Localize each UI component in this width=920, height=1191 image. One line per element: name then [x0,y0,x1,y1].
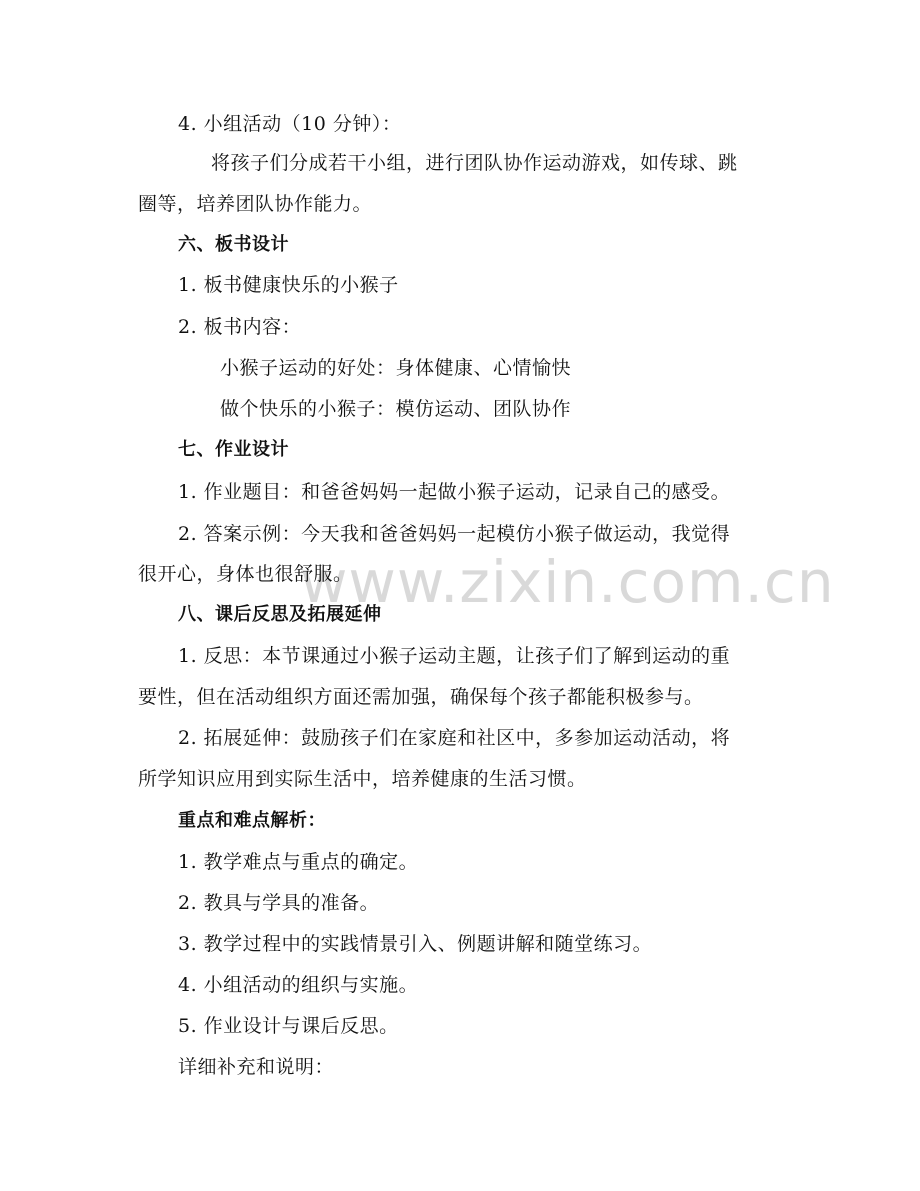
paragraph-line: 圈等，培养团队协作能力。 [138,193,373,215]
watermark: www.zixin.com.cn [300,548,835,616]
list-item: 5. 作业设计与课后反思。 [178,1015,399,1037]
blackboard-content-line: 做个快乐的小猴子：模仿运动、团队协作 [220,398,572,420]
blackboard-content-line: 小猴子运动的好处：身体健康、心情愉快 [220,357,572,379]
list-item: 1. 教学难点与重点的确定。 [178,851,419,873]
list-item: 1. 作业题目：和爸爸妈妈一起做小猴子运动，记录自己的感受。 [178,481,731,503]
section-heading-key-points: 重点和难点解析： [178,810,326,831]
paragraph-line: 将孩子们分成若干小组，进行团队协作运动游戏，如传球、跳 [211,152,738,174]
paragraph-line: 很开心，身体也很舒服。 [138,563,353,585]
list-item: 3. 教学过程中的实践情景引入、例题讲解和随堂练习。 [178,933,653,955]
list-item: 1. 反思：本节课通过小猴子运动主题，让孩子们了解到运动的重 [178,645,731,667]
paragraph-line: 详细补充和说明： [178,1056,335,1078]
list-item: 1. 板书健康快乐的小猴子 [178,274,399,296]
list-item: 4. 小组活动的组织与实施。 [178,974,419,996]
list-item: 2. 答案示例：今天我和爸爸妈妈一起模仿小猴子做运动，我觉得 [178,523,731,545]
section-heading-homework: 七、作业设计 [178,439,289,460]
section-heading-blackboard: 六、板书设计 [178,234,289,255]
list-item: 2. 拓展延伸：鼓励孩子们在家庭和社区中，多参加运动活动，将 [178,727,731,749]
section-heading-reflection: 八、课后反思及拓展延伸 [178,604,382,625]
list-item-group-activity: 4. 小组活动（10 分钟）： [178,113,402,135]
paragraph-line: 要性，但在活动组织方面还需加强，确保每个孩子都能积极参与。 [138,686,704,708]
list-item: 2. 教具与学具的准备。 [178,892,380,914]
paragraph-line: 所学知识应用到实际生活中，培养健康的生活习惯。 [138,768,587,790]
list-item: 2. 板书内容： [178,316,302,338]
